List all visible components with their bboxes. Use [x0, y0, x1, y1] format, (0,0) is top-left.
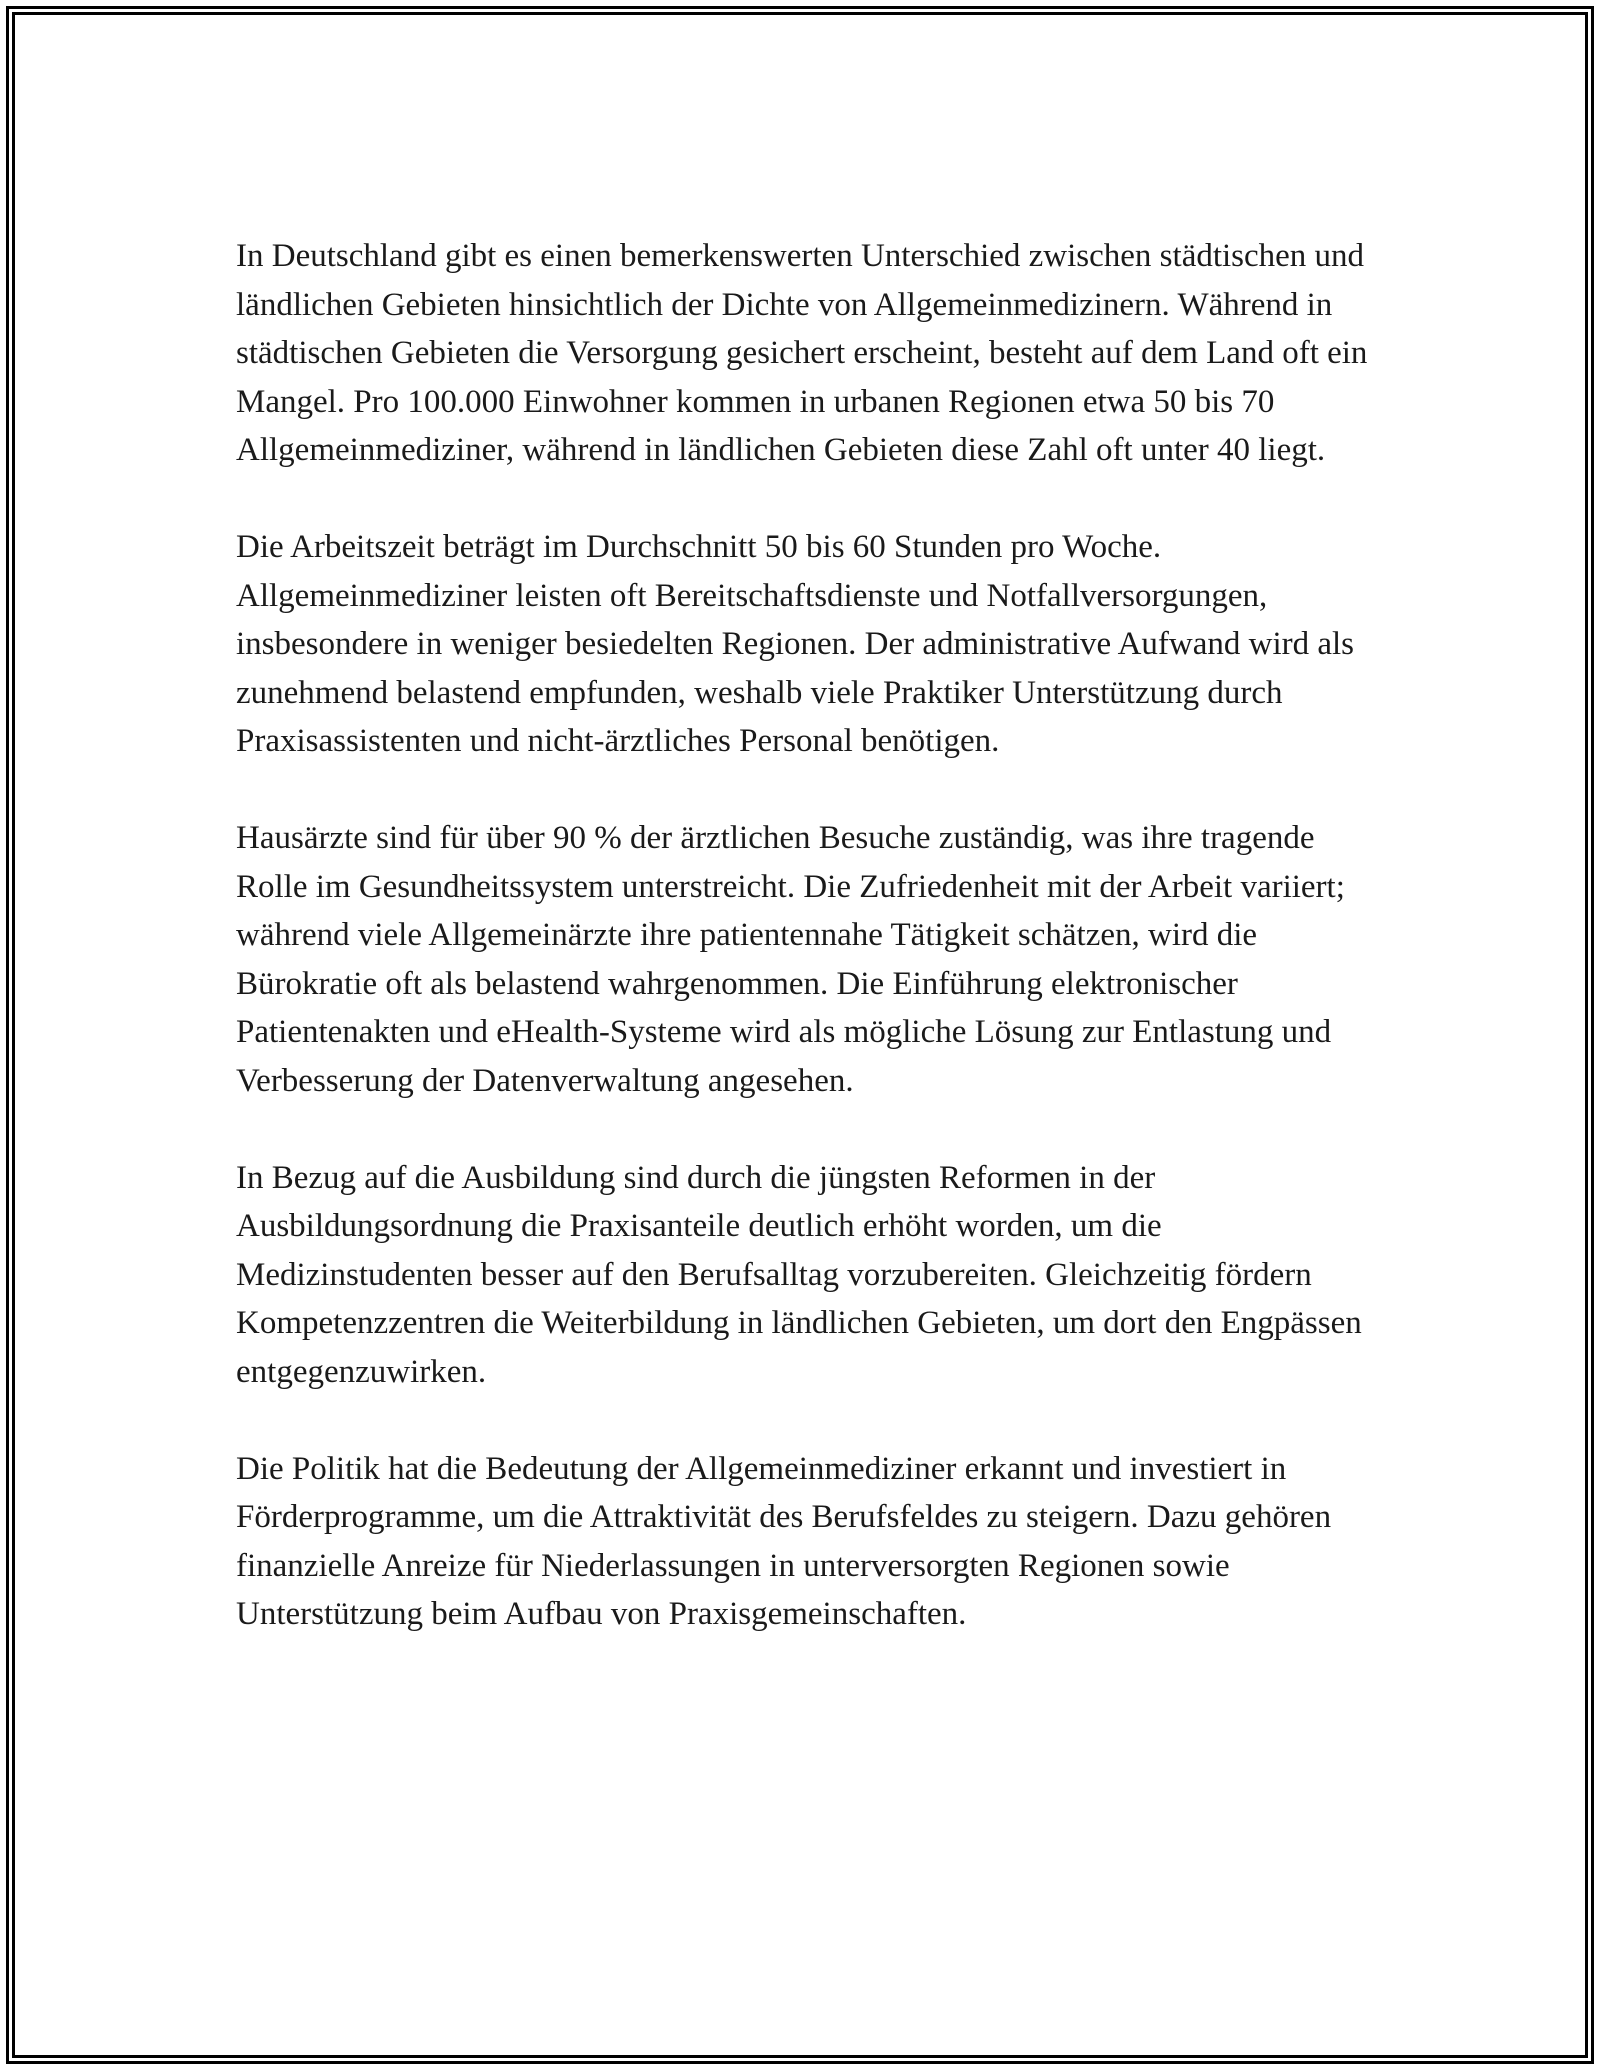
paragraph-training-reforms: In Bezug auf die Ausbildung sind durch die jüngsten Reformen in der Ausbildungsordnung die Praxisanteile deutlich erhöht worden, um die Medizinstudenten besser auf den Berufsalltag vorzubereiten. Gleichzeitig fördern Kompetenzzentren die Weiterbildung in ländlichen Gebieten, um dort den Engpässen entgegenzuwirken. — [236, 1159, 1362, 1390]
paragraph-working-hours: Die Arbeitszeit beträgt im Durchschnitt 50 bis 60 Stunden pro Woche. Allgemeinmediziner leisten oft Bereitschaftsdienste und Notfallversorgungen, insbesondere in weniger besiedelten Regionen. Der administrative Aufwand wird als zunehmend belastend empfunden, weshalb viele Praktiker Unterstützung durch Praxisassistenten und nicht-ärztliches Personal benötigen. — [236, 529, 1355, 759]
paragraph-policy-support: Die Politik hat die Bedeutung der Allgemeinmediziner erkannt und investiert in Förderprogramme, um die Attraktivität des Berufsfeldes zu steigern. Dazu gehören finanzielle Anreize für Niederlassungen in unterversorgten Regionen sowie Unterstützung beim Aufbau von Praxisgemeinschaften. — [236, 1450, 1332, 1632]
document-body — [236, 232, 1376, 1639]
paragraph-gp-role: Hausärzte sind für über 90 % der ärztlichen Besuche zuständig, was ihre tragende Rolle im Gesundheitssystem unterstreicht. Die Zufriedenheit mit der Arbeit variiert; während viele Allgemeinärzte ihre patientennahe Tätigkeit schätzen, wird die Bürokratie oft als belastend wahrgenommen. Die Einführung elektronischer Patientenakten und eHealth-Systeme wird als mögliche Lösung zur Entlastung und Verbesserung der Datenverwaltung angesehen. — [236, 820, 1345, 1099]
paragraph-urban-rural-density: In Deutschland gibt es einen bemerkenswerten Unterschied zwischen städtischen und ländlichen Gebieten hinsichtlich der Dichte von Allgemeinmedizinern. Während in städtischen Gebieten die Versorgung gesichert erscheint, besteht auf dem Land oft ein Mangel. Pro 100.000 Einwohner kommen in urbanen Regionen etwa 50 bis 70 Allgemeinmediziner, während in ländlichen Gebieten diese Zahl oft unter 40 liegt. — [236, 238, 1368, 468]
